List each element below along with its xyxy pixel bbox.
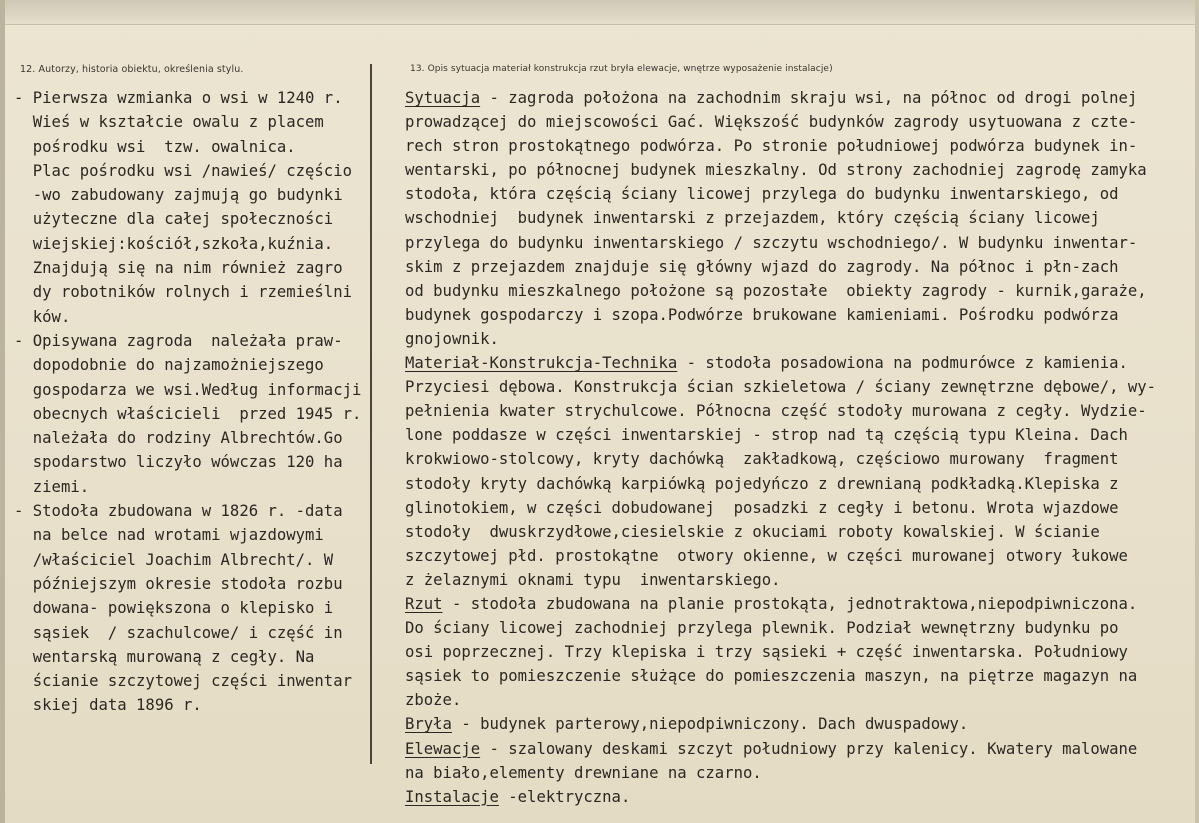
description-text: pełnienia kwater strychulcowe. Północna część stodoły murowana z cegły. Wydzie- — [405, 402, 1147, 421]
description-text-line — [405, 279, 1195, 303]
description-text-line — [405, 351, 1195, 375]
description-text-line — [405, 520, 1195, 544]
description-text-line — [405, 688, 1195, 712]
description-text: gnojownik. — [405, 329, 499, 348]
description-text: przylega do budynku inwentarskiego / szczytu wschodniego/. W budynku inwentar- — [405, 233, 1138, 252]
description-text: stodoły kryty dachówką karpiówką pojedyńczo z drewnianą podkładką.Klepiska z — [405, 474, 1119, 493]
history-text-line: Plac pośrodku wsi /nawieś/ częścio — [14, 161, 352, 180]
history-text-line: późniejszym okresie stodoła rozbu — [14, 574, 343, 593]
description-text: od budynku mieszkalnego położone są pozostałe obiekty zagrody - kurnik,garaże, — [405, 281, 1147, 300]
description-text-line — [405, 592, 1195, 616]
description-text: - budynek parterowy,niepodpiwniczony. Dach dwuspadowy. — [451, 715, 969, 734]
description-text: prowadzącej do miejscowości Gać. Większość budynków zagrody usytuowana z czte- — [405, 113, 1138, 132]
section-heading: Materiał-Konstrukcja-Technika — [405, 354, 678, 373]
description-text: na biało,elementy drewniane na czarno. — [405, 763, 762, 782]
description-text-line — [405, 496, 1195, 520]
description-text-line — [405, 423, 1195, 447]
description-text: lone poddasze w części inwentarskiej - strop nad tą częścią typu Kleina. Dach — [405, 426, 1128, 445]
description-text-line — [405, 255, 1195, 279]
column-divider — [370, 64, 372, 764]
description-text-line — [405, 447, 1195, 471]
description-text: krokwiowo-stolcowy, kryty dachówką zakładkową, częściowo murowany fragment — [405, 450, 1119, 469]
history-text-line: pośrodku wsi tzw. owalnica. — [14, 137, 296, 156]
history-text-line: /właściciel Joachim Albrecht/. W — [14, 550, 334, 569]
description-text: sąsiek to pomieszczenie służące do pomieszczenia maszyn, na piętrze magazyn na — [405, 667, 1138, 686]
description-text-line — [405, 568, 1195, 592]
history-text-line: Znajdują się na nim również zagro — [14, 259, 343, 278]
description-text: szczytowej płd. prostokątne otwory okienne, w części murowanej otwory łukowe — [405, 546, 1128, 565]
left-column-heading: 12. Autorzy, historia obiektu, określenia stylu. — [20, 64, 244, 75]
description-text: - szalowany deskami szczyt południowy przy kalenicy. Kwatery malowane — [480, 739, 1138, 758]
description-text: z żelaznymi oknami typu inwentarskiego. — [405, 570, 781, 589]
description-text: wentarski, po północnej budynek mieszkalny. Od strony zachodniej zagrodę zamyka — [405, 161, 1147, 180]
history-text-line: dy robotników rolnych i rzemieślni — [14, 283, 352, 302]
description-text-line — [405, 158, 1195, 182]
history-text-line: na belce nad wrotami wjazdowymi — [14, 526, 324, 545]
description-text-line — [405, 399, 1195, 423]
description-text: skim z przejazdem znajduje się główny wjazd do zagrody. Na północ i płn-zach — [405, 257, 1119, 276]
description-text-line — [405, 182, 1195, 206]
description-text-line — [405, 134, 1195, 158]
description-text: glinotokiem, w części dobudowanej posadzki z cegły i betonu. Wrota wjazdowe — [405, 498, 1119, 517]
description-text: stodoła, która częścią ściany licowej przylega do budynku inwentarskiego, od — [405, 185, 1119, 204]
history-text-line: ścianie szczytowej części inwentar — [14, 672, 352, 691]
section-heading: Bryła — [405, 715, 452, 734]
page-top-edge — [0, 0, 1199, 25]
description-text-line — [405, 327, 1195, 351]
description-text: stodoły dwuskrzydłowe,ciesielskie z okuciami roboty kowalskiej. W ścianie — [405, 522, 1100, 541]
history-text-line: - Pierwsza wzmianka o wsi w 1240 r. — [14, 89, 343, 107]
description-text-line — [405, 472, 1195, 496]
right-column-heading: 13. Opis sytuacja materiał konstrukcja rzut bryła elewacje, wnętrze wyposażenie instalacje) — [410, 64, 833, 74]
description-text-line — [405, 303, 1195, 327]
description-text: osi poprzecznej. Trzy klepiska i trzy sąsieki + część inwentarska. Południowy — [405, 643, 1128, 662]
history-text-line: wentarską murowaną z cegły. Na — [14, 647, 315, 666]
history-text-line: ziemi. — [14, 477, 90, 496]
description-text-line — [405, 640, 1195, 664]
history-text-line: spodarstwo liczyło wówczas 120 ha — [14, 453, 343, 472]
history-column — [14, 86, 370, 718]
page-left-edge — [0, 0, 5, 823]
description-text: - stodoła posadowiona na podmurówce z kamienia. — [677, 354, 1128, 373]
history-text-line: należała do rodziny Albrechtów.Go — [14, 429, 343, 448]
section-heading: Rzut — [405, 594, 443, 613]
description-column — [405, 86, 1195, 809]
history-text-line: dopodobnie do najzamożniejszego — [14, 356, 324, 375]
description-text-line — [405, 544, 1195, 568]
description-text: zboże. — [405, 691, 462, 710]
description-text-line — [405, 86, 1195, 110]
page-right-edge — [1195, 0, 1199, 823]
description-text-line — [405, 616, 1195, 640]
description-text: - zagroda położona na zachodnim skraju wsi, na północ od drogi polnej — [480, 89, 1138, 107]
history-text-line: - Opisywana zagroda należała praw- — [14, 331, 343, 350]
history-text-line: skiej data 1896 r. — [14, 696, 202, 715]
history-text-line: gospodarza we wsi.Według informacji — [14, 380, 362, 399]
description-text-line — [405, 737, 1195, 761]
history-text-line: dowana- powiększona o klepisko i — [14, 599, 334, 618]
description-text-line — [405, 785, 1195, 809]
description-text: Przyciesi dębowa. Konstrukcja ścian szkieletowa / ściany zewnętrzne dębowe/, wy- — [405, 378, 1157, 397]
description-text-line — [405, 206, 1195, 230]
description-text: - stodoła zbudowana na planie prostokąta, jednotraktowa,niepodpiwniczona. — [442, 594, 1138, 613]
description-text-line — [405, 375, 1195, 399]
description-text-line — [405, 664, 1195, 688]
history-text-line: sąsiek / szachulcowe/ i część in — [14, 623, 343, 642]
description-text-line — [405, 231, 1195, 255]
section-heading: Instalacje — [405, 787, 499, 806]
history-text-line: ków. — [14, 307, 71, 326]
description-text: budynek gospodarczy i szopa.Podwórze brukowane kamieniami. Pośrodku podwórza — [405, 305, 1119, 324]
history-text-line: obecnych właścicieli przed 1945 r. — [14, 404, 362, 423]
description-text: wschodniej budynek inwentarski z przejazdem, który częścią ściany licowej — [405, 209, 1100, 228]
history-text-line: -wo zabudowany zajmują go budynki — [14, 186, 343, 205]
description-text-line — [405, 761, 1195, 785]
description-text: Do ściany licowej zachodniej przylega plewnik. Podział wewnętrzny budynku po — [405, 619, 1119, 638]
description-text-line — [405, 110, 1195, 134]
description-text-line — [405, 712, 1195, 736]
description-text: -elektryczna. — [498, 787, 631, 806]
history-text-line: użyteczne dla całej społeczności — [14, 210, 334, 229]
history-text-line: - Stodoła zbudowana w 1826 r. -data — [14, 502, 343, 521]
section-heading: Elewacje — [405, 739, 481, 758]
history-text-line: wiejskiej:kościół,szkoła,kuźnia. — [14, 234, 334, 253]
section-heading: Sytuacja — [405, 89, 481, 107]
history-text-line: Wieś w kształcie owalu z placem — [14, 113, 324, 132]
description-text: rech stron prostokątnego podwórza. Po stronie południowej podwórza budynek in- — [405, 137, 1138, 156]
